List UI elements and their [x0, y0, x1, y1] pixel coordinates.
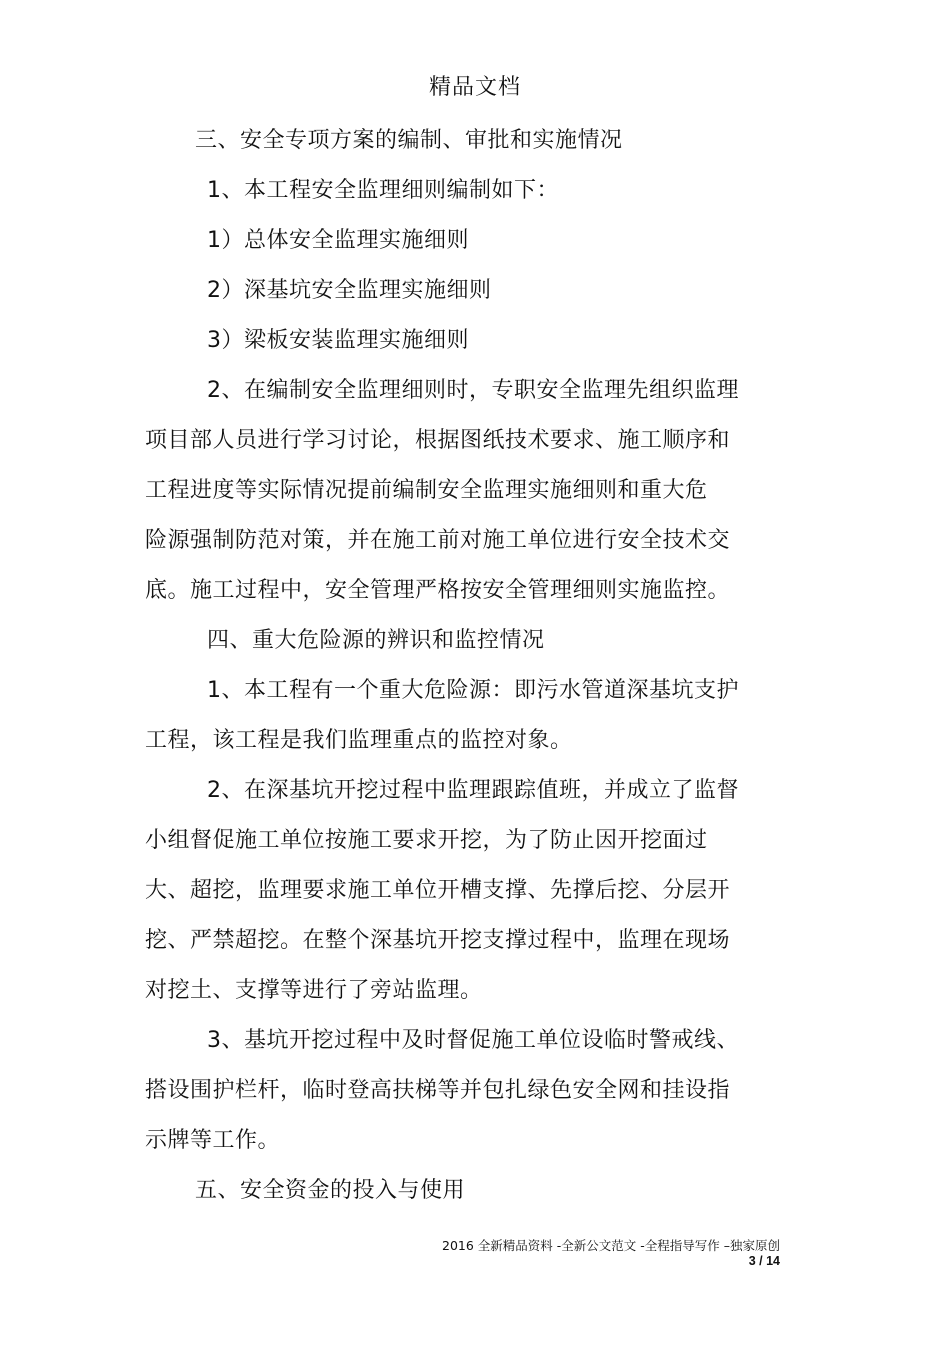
paragraph-line: 工程进度等实际情况提前编制安全监理实施细则和重大危	[145, 478, 708, 503]
section-heading-4: 四、重大危险源的辨识和监控情况	[207, 628, 545, 653]
paragraph-line: 大、超挖，监理要求施工单位开槽支撑、先撑后挖、分层开	[145, 878, 731, 903]
paragraph-line: 项目部人员进行学习讨论，根据图纸技术要求、施工顺序和	[145, 428, 731, 453]
list-item: 2）深基坑安全监理实施细则	[207, 278, 492, 303]
paragraph-line: 工程，该工程是我们监理重点的监控对象。	[145, 728, 573, 753]
section-heading-5: 五、安全资金的投入与使用	[195, 1178, 466, 1203]
page-number: 3 / 14	[748, 1254, 780, 1268]
paragraph-line: 示牌等工作。	[145, 1128, 281, 1153]
section-heading-3: 三、安全专项方案的编制、审批和实施情况	[195, 128, 623, 153]
paragraph-line: 搭设围护栏杆，临时登高扶梯等并包扎绿色安全网和挂设指	[145, 1078, 731, 1103]
paragraph-line: 底。施工过程中，安全管理严格按安全管理细则实施监控。	[145, 578, 731, 603]
paragraph-line: 险源强制防范对策，并在施工前对施工单位进行安全技术交	[145, 528, 731, 553]
paragraph-line: 挖、严禁超挖。在整个深基坑开挖支撑过程中，监理在现场	[145, 928, 731, 953]
footer-note: 2016 全新精品资料 -全新公文范文 -全程指导写作 –独家原创	[442, 1238, 780, 1253]
paragraph-line: 对挖土、支撑等进行了旁站监理。	[145, 978, 483, 1003]
paragraph-line: 1、本工程有一个重大危险源：即污水管道深基坑支护	[207, 678, 739, 703]
list-item: 1）总体安全监理实施细则	[207, 228, 469, 253]
paragraph-line: 3、基坑开挖过程中及时督促施工单位设临时警戒线、	[207, 1028, 739, 1053]
list-item: 3）梁板安装监理实施细则	[207, 328, 469, 353]
paragraph-line: 小组督促施工单位按施工要求开挖，为了防止因开挖面过	[145, 828, 708, 853]
page-header-title: 精品文档	[428, 75, 521, 100]
paragraph-line: 2、在深基坑开挖过程中监理跟踪值班，并成立了监督	[207, 778, 739, 803]
paragraph-line: 2、在编制安全监理细则时，专职安全监理先组织监理	[207, 378, 739, 403]
paragraph-line: 1、本工程安全监理细则编制如下：	[207, 178, 559, 203]
